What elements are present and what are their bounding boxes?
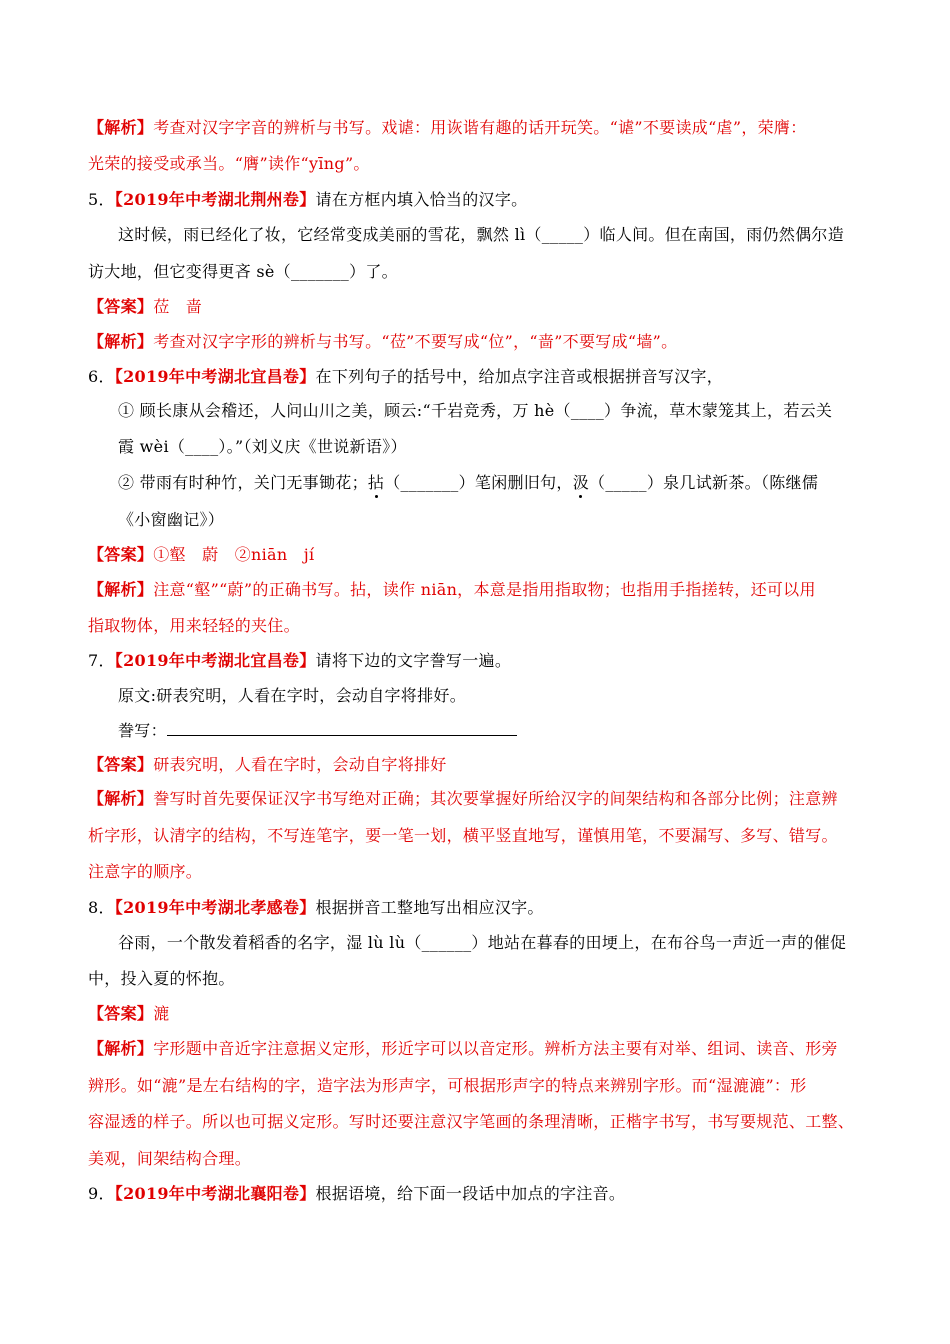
explain-text: 考查对汉字字音的辨析与书写。戏谑：用诙谐有趣的话开玩笑。“谑”不要读成“虐”，荣膺： xyxy=(153,118,807,137)
explain-text: 誊写时首先要保证汉字书写绝对正确；其次要掌握好所给汉字的间架结构和各部分比例；注意辨 xyxy=(153,789,838,808)
question-6-header xyxy=(88,367,723,387)
explain-tag: 【解析】 xyxy=(88,118,154,137)
explain-tag: 【解析】 xyxy=(88,580,154,599)
answer-text: 研表究明，人看在字时，会动自字将排好 xyxy=(153,755,447,774)
question-8-header xyxy=(88,898,544,918)
question-5-passage: 访大地，但它变得更吝 sè（_______）了。 xyxy=(88,262,398,281)
explain-text: 光荣的接受或承当。“膺”读作“yīng”。 xyxy=(88,154,370,173)
explain-line xyxy=(88,862,202,882)
question-7-original: 原文:研表究明，人看在字时，会动自字将排好。 xyxy=(118,686,466,705)
explain-line xyxy=(88,332,677,352)
question-source: 【2019年中考湖北宜昌卷】 xyxy=(114,367,316,386)
explain-line xyxy=(88,616,300,636)
answer-line xyxy=(88,545,314,565)
copy-blank-line[interactable] xyxy=(167,720,517,736)
answer-line xyxy=(88,297,202,317)
question-5-passage: 这时候，雨已经化了妆，它经常变成美丽的雪花，飘然 lì（_____）临人间。但在南国，雨仍然偶尔造 xyxy=(118,225,845,244)
question-7-header xyxy=(88,651,511,671)
question-number: 7． xyxy=(88,651,115,670)
question-number: 5． xyxy=(88,190,115,209)
explain-line xyxy=(88,1076,807,1096)
explain-line xyxy=(88,580,816,600)
explain-line xyxy=(88,1112,854,1132)
question-source: 【2019年中考湖北宜昌卷】 xyxy=(114,651,316,670)
answer-line xyxy=(88,755,447,775)
explain-line xyxy=(88,118,807,138)
dotted-char: 汲 xyxy=(572,473,590,492)
question-number: 6． xyxy=(88,367,115,386)
explain-line xyxy=(88,154,370,174)
question-number: 8． xyxy=(88,898,115,917)
question-8-passage: 中，投入夏的怀抱。 xyxy=(88,969,235,988)
question-6-sentence: ① 顾长康从会稽还，人问山川之美，顾云:“千岩竞秀，万 hè（____）争流，草木蒙笼其上，若云关 xyxy=(118,401,833,420)
question-text: 请将下边的文字誊写一遍。 xyxy=(315,651,512,670)
explain-tag: 【解析】 xyxy=(88,332,154,351)
question-source: 【2019年中考湖北襄阳卷】 xyxy=(114,1184,316,1203)
answer-tag: 【答案】 xyxy=(88,1004,154,1023)
answer-tag: 【答案】 xyxy=(88,297,154,316)
explain-tag: 【解析】 xyxy=(88,1039,154,1058)
dotted-char: 拈 xyxy=(367,473,385,492)
question-text: 在下列句子的括号中，给加点字注音或根据拼音写汉字， xyxy=(315,367,724,386)
question-source: 【2019年中考湖北孝感卷】 xyxy=(114,898,316,917)
explain-text: 容湿透的样子。所以也可据义定形。写时还要注意汉字笔画的条理清晰，正楷字书写，书写要规范、工整、 xyxy=(88,1112,855,1131)
question-text: 请在方框内填入恰当的汉字。 xyxy=(315,190,528,209)
explain-text: 字形题中音近字注意据义定形，形近字可以以音定形。辨析方法主要有对举、组词、读音、形旁 xyxy=(153,1039,838,1058)
question-8-passage: 谷雨，一个散发着稻香的名字，湿 lù lù（______）地站在暮春的田埂上，在布谷鸟一声近一声的催促 xyxy=(118,933,847,952)
question-number: 9． xyxy=(88,1184,115,1203)
answer-line xyxy=(88,1004,170,1024)
question-7-copy: 誊写： xyxy=(118,720,517,741)
explain-line xyxy=(88,826,838,846)
answer-tag: 【答案】 xyxy=(88,755,154,774)
question-text: 根据语境，给下面一段话中加点的字注音。 xyxy=(315,1184,626,1203)
question-source: 【2019年中考湖北荆州卷】 xyxy=(114,190,316,209)
question-6-sentence: ② 带雨有时种竹，关门无事锄花；拈（_______）笔闲删旧句，汲（_____）泉几试新茶。（陈继儒 xyxy=(118,473,819,492)
explain-text: 指取物体，用来轻轻的夹住。 xyxy=(88,616,300,635)
answer-text: ①壑 蔚 ②niān jí xyxy=(153,545,315,564)
answer-tag: 【答案】 xyxy=(88,545,154,564)
explain-text: 析字形，认清字的结构，不写连笔字，要一笔一划，横平竖直地写，谨慎用笔，不要漏写、多写、错写。 xyxy=(88,826,838,845)
explain-text: 辨形。如“漉”是左右结构的字，造字法为形声字，可根据形声字的特点来辨别字形。而“湿漉漉”：形 xyxy=(88,1076,807,1095)
question-6-sentence: 《小窗幽记》） xyxy=(118,510,225,529)
explain-text: 美观，间架结构合理。 xyxy=(88,1149,252,1168)
explain-tag: 【解析】 xyxy=(88,789,154,808)
question-6-sentence: 霞 wèi（____）。”（刘义庆《世说新语》） xyxy=(118,437,407,456)
explain-line xyxy=(88,1039,838,1059)
explain-line xyxy=(88,1149,251,1169)
answer-text: 漉 xyxy=(153,1004,170,1023)
answer-text: 莅 啬 xyxy=(153,297,203,316)
explain-line xyxy=(88,789,838,809)
question-text: 根据拼音工整地写出相应汉字。 xyxy=(315,898,544,917)
explain-text: 注意字的顺序。 xyxy=(88,862,203,881)
question-9-header xyxy=(88,1184,625,1204)
explain-text: 注意“壑”“蔚”的正确书写。拈，读作 niān，本意是指用指取物；也指用手指搓转，还可以用 xyxy=(153,580,816,599)
explain-text: 考查对汉字字形的辨析与书写。“莅”不要写成“位”，“啬”不要写成“墙”。 xyxy=(153,332,678,351)
question-5-header xyxy=(88,190,527,210)
